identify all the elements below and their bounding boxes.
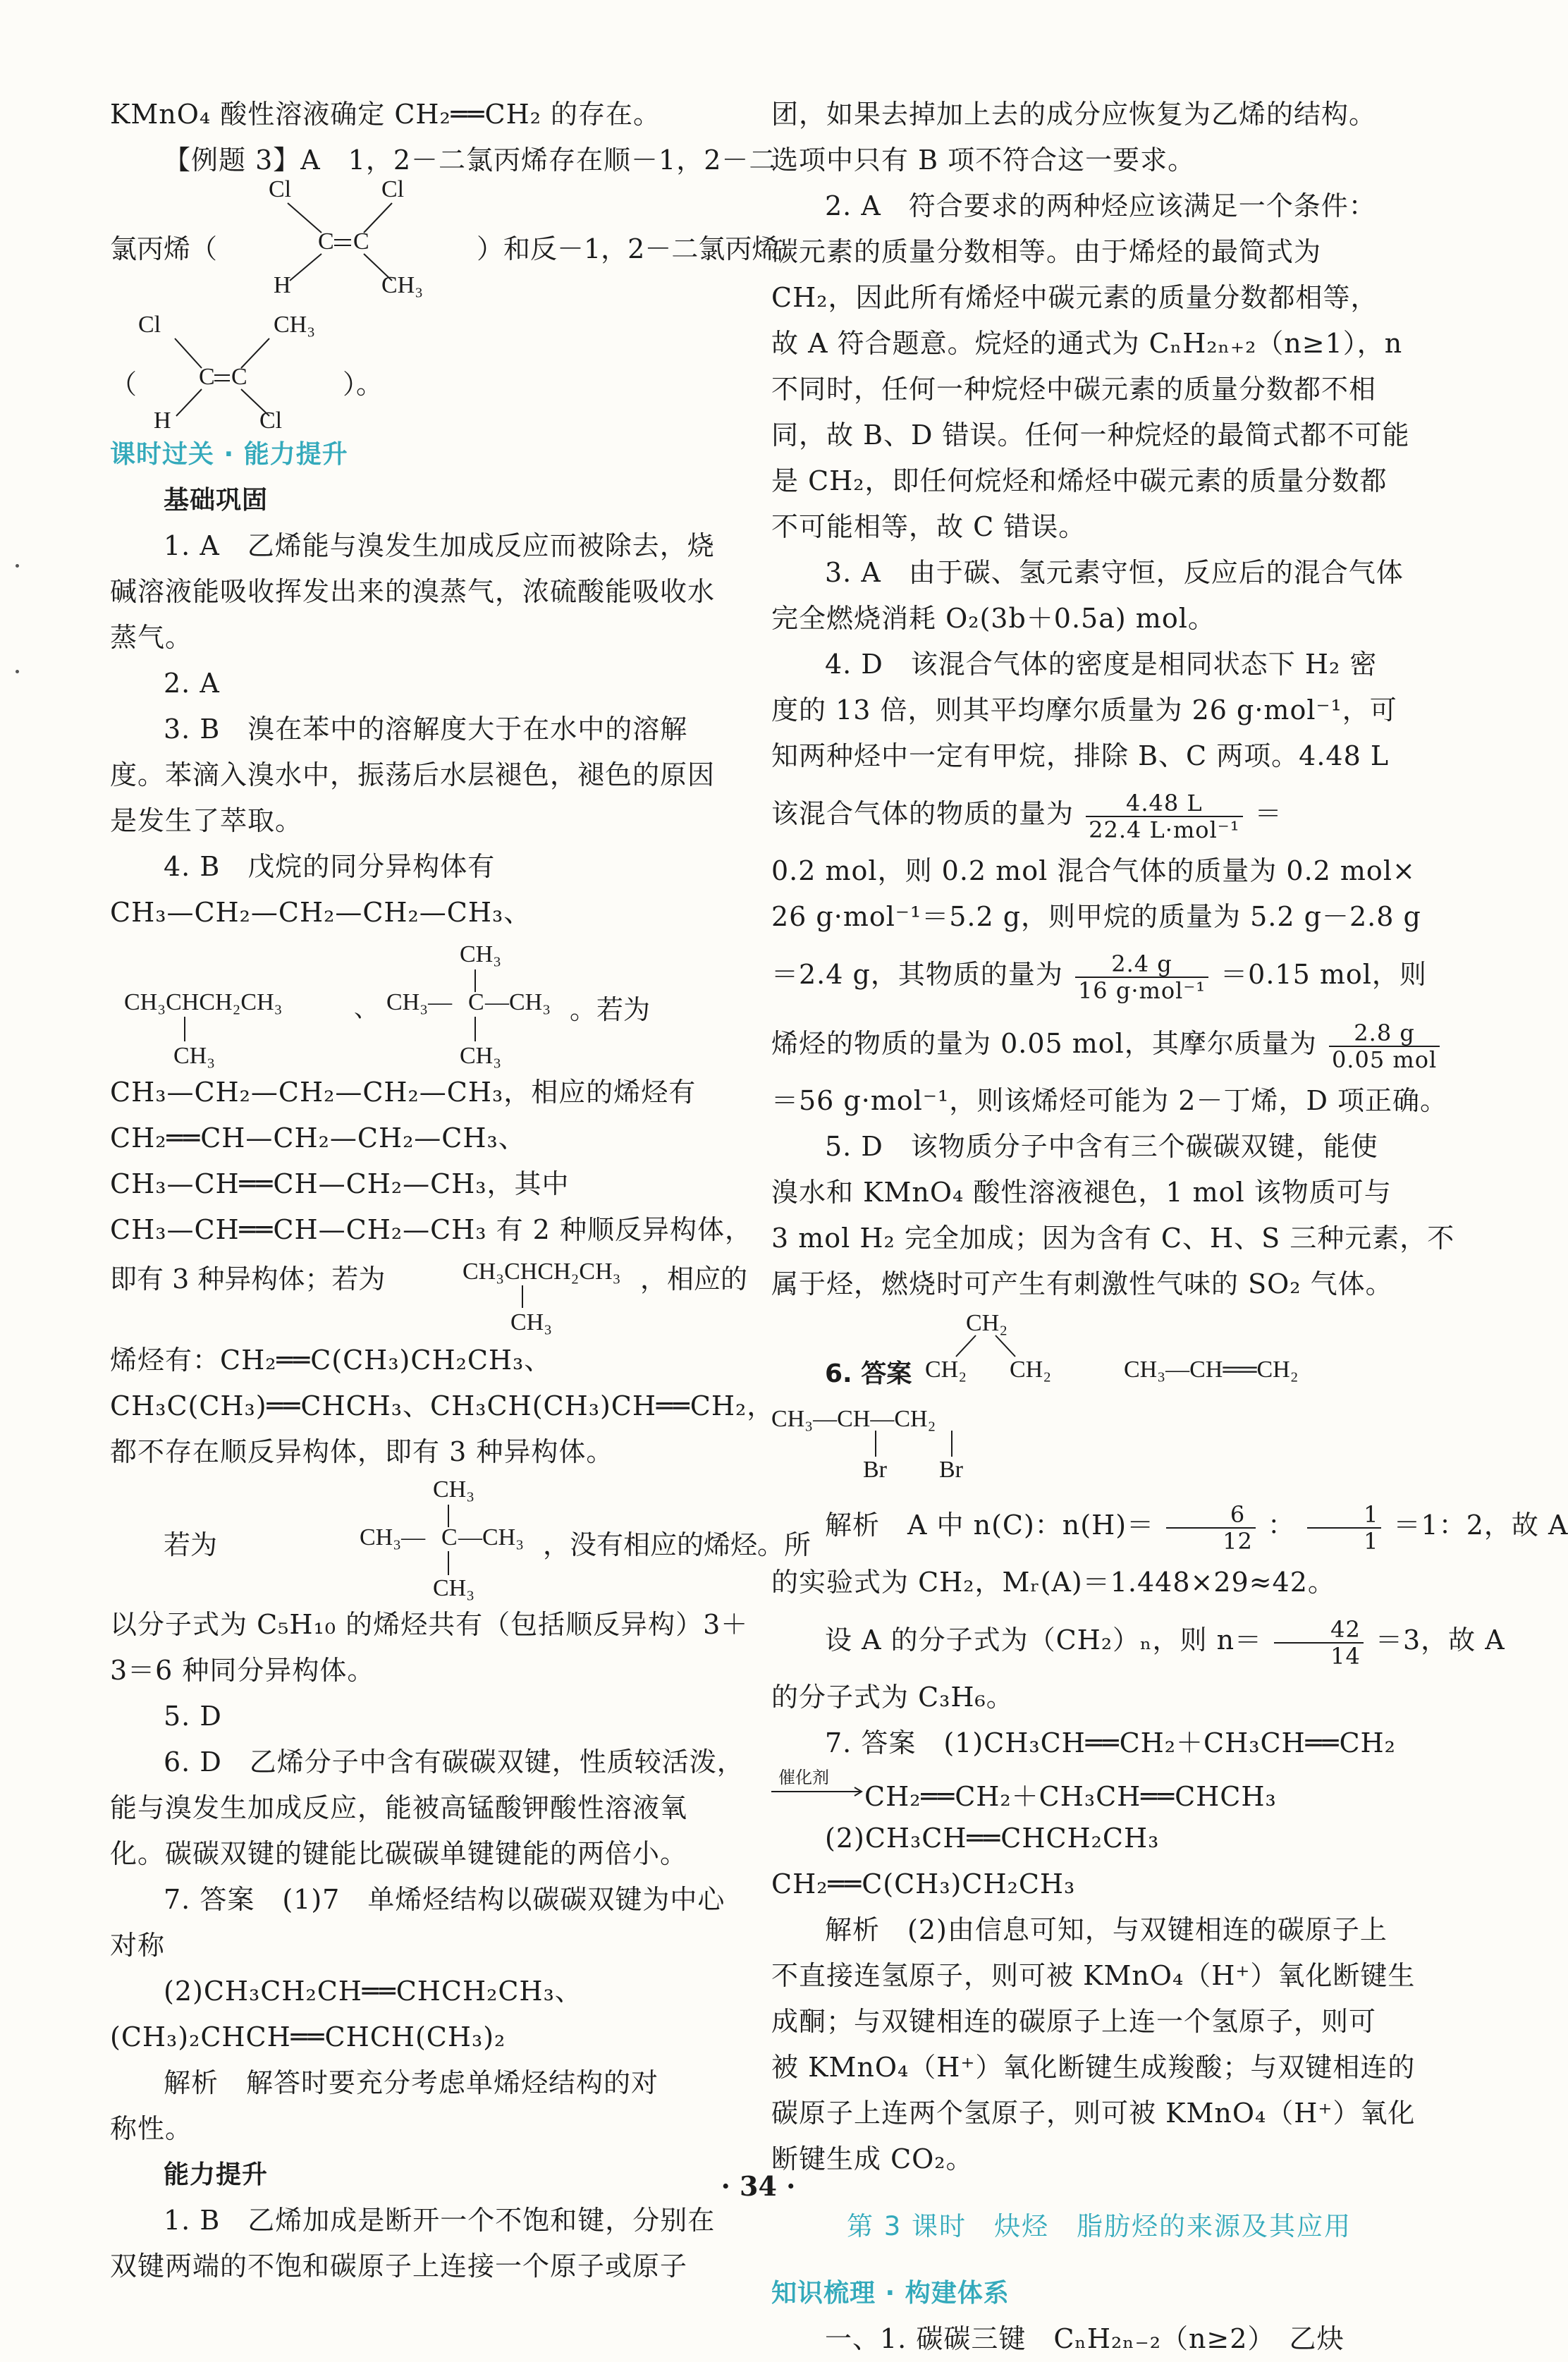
formula-line: CH₃C(CH₃)══CHCH₃、CH₃CH(CH₃)CH══CH₂，: [110, 1390, 775, 1421]
text-fragment: ，相应的: [640, 1263, 748, 1295]
answer-line: 能与溴发生加成反应，能被高锰酸钾酸性溶液氧: [110, 1792, 688, 1823]
formula-line: CH₃—CH══CH—CH₂—CH₃ 有 2 种顺反异构体，: [110, 1214, 752, 1245]
neopentane-right: —CH₃: [485, 989, 551, 1015]
answer-line: 3. A 由于碳、氢元素守恒，反应后的混合气体: [825, 557, 1404, 588]
answer-line: 对称: [110, 1930, 166, 1961]
text-fragment: （: [110, 369, 137, 400]
c-atom: C: [231, 364, 247, 390]
neopentane-right: —CH₃: [458, 1524, 525, 1550]
answer-line: 4. B 戊烷的同分异构体有: [164, 851, 496, 882]
neopentane-center: C: [468, 989, 484, 1015]
answer-6-structures: [771, 1307, 1427, 1483]
cl-atom: Cl: [381, 176, 405, 202]
numerator: 1: [1307, 1502, 1381, 1529]
answer-line: 是发生了萃取。: [110, 805, 303, 836]
answer-line: 2. A: [164, 668, 220, 699]
text-fragment: 烯烃的物质的量为 0.05 mol，其摩尔质量为: [771, 1028, 1317, 1059]
text-fragment: ：: [1267, 1510, 1295, 1541]
right-column: [771, 92, 1568, 2362]
answer-line: 是 CH₂，即任何烷烃和烯烃中碳元素的质量分数都: [771, 465, 1388, 496]
text-fragment: 氯丙烯（: [110, 233, 218, 264]
cl-atom: Cl: [138, 312, 161, 338]
isopentane-main: CH₃CHCH₂CH₃: [124, 989, 283, 1015]
text-fragment: ）和反－1，2－二氯丙烯: [477, 233, 779, 264]
page-number: · 34 ·: [721, 2170, 796, 2202]
neopentane-center: C: [441, 1524, 458, 1550]
text-fragment: ＝: [1254, 798, 1282, 829]
answer-line: 4. D 该混合气体的密度是相同状态下 H₂ 密: [825, 649, 1378, 680]
c-atom: C: [353, 228, 369, 255]
answer-line: 6. D 乙烯分子中含有碳碳双键，性质较活泼，: [164, 1746, 745, 1777]
h-atom: H: [154, 408, 171, 434]
answer-line: 2. A 符合要求的两种烃应该满足一个条件：: [825, 190, 1376, 221]
denominator: 14: [1330, 1642, 1361, 1670]
answer-line: 故 A 符合题意。烷烃的通式为 CₙH₂ₙ₊₂（n≥1），n: [771, 328, 1403, 359]
answer-line: 选项中只有 B 项不符合这一要求。: [771, 145, 1196, 176]
dibromopropane: CH₃—CH—CH₂: [771, 1406, 936, 1432]
formula-line: (2)CH₃CH₂CH══CHCH₂CH₃、: [164, 1976, 582, 2007]
denominator: 12: [1223, 1527, 1253, 1555]
denominator: 1: [1364, 1527, 1379, 1555]
formula-line: CH₂══CH—CH₂—CH₂—CH₃、: [110, 1122, 526, 1154]
answer-line: 碳元素的质量分数相等。由于烯烃的最简式为: [771, 236, 1322, 267]
text-fragment: 若为: [164, 1529, 218, 1560]
text-line: 一、1. 碳碳三键 CₙH₂ₙ₋₂（n≥2） 乙炔: [825, 2323, 1345, 2354]
explanation-line: 断键生成 CO₂。: [771, 2143, 974, 2174]
explanation-line: 解析 解答时要充分考虑单烯烃结构的对: [164, 2067, 659, 2098]
section-heading: 课时过关 · 能力提升: [110, 440, 348, 469]
reaction-product: CH₂══CH₂＋CH₃CH══CHCH₃: [864, 1781, 1277, 1812]
answer-line: 化。碳碳双键的键能比碳碳单键键能的两倍小。: [110, 1838, 688, 1869]
answer-line: 同，故 B、D 错误。任何一种烷烃的最简式都不可能: [771, 420, 1410, 451]
scan-dot: [16, 564, 19, 568]
ch3-group: CH₃: [274, 312, 316, 338]
answer-line: CH₂，因此所有烯烃中碳元素的质量分数都相等，: [771, 282, 1378, 313]
neopentane-structure: [110, 1475, 811, 1602]
fraction-line: [771, 1491, 1568, 1560]
explanation-line: 碳原子上连两个氢原子，则可被 KMnO₄（H⁺）氧化: [771, 2098, 1416, 2129]
lesson-title: 第 3 课时 炔烃 脂肪烃的来源及其应用: [846, 2211, 1352, 2241]
fraction-line: [771, 1605, 1505, 1675]
methylbutane-main: CH₃CHCH₂CH₃: [463, 1259, 621, 1285]
answer-line: 的实验式为 CH₂，Mᵣ(A)＝1.448×29≈42。: [771, 1567, 1335, 1598]
ring-right: CH₂: [1010, 1357, 1052, 1383]
fraction-line: [771, 779, 1427, 848]
denominator: 16 g·mol⁻¹: [1077, 977, 1206, 1004]
text-fragment: ＝3，故 A: [1375, 1624, 1505, 1656]
numerator: 2.4 g: [1075, 951, 1208, 978]
text-fragment: 即有 3 种异构体；若为: [110, 1263, 386, 1295]
explanation-line: 解析 (2)由信息可知，与双键相连的碳原子上: [825, 1914, 1388, 1945]
answer-line: 不同时，任何一种烷烃中碳元素的质量分数都不相: [771, 374, 1377, 405]
text-fragment: 该混合气体的物质的量为: [771, 798, 1074, 829]
h-atom: H: [274, 272, 291, 298]
answer-line: 1. B 乙烯加成是断开一个不饱和键，分别在: [164, 2205, 716, 2236]
fraction-line: [771, 940, 1427, 1009]
answer-line: 7. 答案 (1)7 单烯烃结构以碳碳双键为中心: [164, 1884, 725, 1915]
explanation-line: 成酮；与双键相连的碳原子上连一个氢原子，则可: [771, 2006, 1377, 2037]
answer-line: ＝56 g·mol⁻¹，则该烯烃可能为 2－丁烯，D 项正确。: [771, 1085, 1447, 1116]
fraction-line: [771, 1009, 1438, 1078]
answer-line: 3 mol H₂ 完全加成；因为含有 C、H、S 三种元素，不: [771, 1223, 1455, 1254]
formula-line: 烯烃有：CH₂══C(CH₃)CH₂CH₃、: [110, 1345, 552, 1376]
answer-line: 5. D: [164, 1701, 222, 1732]
answer-line: 团，如果去掉加上去的成分应恢复为乙烯的结构。: [771, 99, 1377, 130]
answer-line: CH₂══C(CH₃)CH₂CH₃: [771, 1868, 1076, 1899]
formula-line: 都不存在顺反异构体，即有 3 种异构体。: [110, 1436, 614, 1467]
answer-line: 知两种烃中一定有甲烷，排除 B、C 两项。4.48 L: [771, 740, 1390, 771]
text-fragment: ）。: [343, 369, 384, 400]
answer-line: 7. 答案 (1)CH₃CH══CH₂＋CH₃CH══CH₂: [825, 1727, 1396, 1758]
explanation-line: 不直接连氢原子，则可被 KMnO₄（H⁺）氧化断键生: [771, 1960, 1416, 1991]
text-fragment: ＝1：2，故 A: [1393, 1510, 1568, 1541]
answer-line: 碱溶液能吸收挥发出来的溴蒸气，浓硫酸能吸收水: [110, 576, 716, 607]
numerator: 6: [1166, 1502, 1256, 1529]
fraction: [1329, 1020, 1440, 1072]
cl-atom: Cl: [259, 408, 283, 434]
fraction: [1075, 951, 1208, 1003]
answer-line: 属于烃，燃烧时可产生有刺激性气味的 SO₂ 气体。: [771, 1268, 1393, 1299]
answer-label: 6. 答案: [825, 1359, 912, 1388]
methylbutane-inline: [110, 1253, 759, 1338]
pentane-isomer-structures: [110, 936, 759, 1070]
neopentane-left: CH₃—: [360, 1524, 426, 1550]
answer-line: 溴水和 KMnO₄ 酸性溶液褪色，1 mol 该物质可与: [771, 1177, 1392, 1208]
separator: 、: [354, 996, 378, 1022]
answer-line: 不可能相等，故 C 错误。: [771, 511, 1086, 542]
br-atom: Br: [863, 1457, 887, 1483]
propene: CH₃—CH══CH₂: [1124, 1357, 1299, 1383]
answer-line: 完全燃烧消耗 O₂(3b＋0.5a) mol。: [771, 603, 1215, 634]
ring-top: CH₂: [966, 1310, 1008, 1336]
section-heading: 知识梳理 · 构建体系: [771, 2279, 1010, 2308]
answer-line: 26 g·mol⁻¹＝5.2 g，则甲烷的质量为 5.2 g－2.8 g: [771, 901, 1421, 932]
answer-line: 度。苯滴入溴水中，振荡后水层褪色，褪色的原因: [110, 759, 716, 790]
example-3: 【例题 3】A 1，2－二氯丙烯存在顺－1，2－二: [164, 145, 777, 176]
answer-line: (2)CH₃CH══CHCH₂CH₃: [825, 1823, 1160, 1854]
explanation-line: 称性。: [110, 2113, 193, 2144]
answer-line: 3. B 溴在苯中的溶解度大于在水中的溶解: [164, 714, 688, 745]
denominator: 22.4 L·mol⁻¹: [1089, 816, 1240, 843]
cis-dichloropropene-structure: [110, 176, 779, 298]
formula-line: CH₃—CH₂—CH₂—CH₂—CH₃、: [110, 897, 532, 928]
neopentane-top: CH₃: [433, 1476, 475, 1503]
numerator: 4.48 L: [1086, 790, 1242, 817]
answer-line: 双键两端的不饱和碳原子上连接一个原子或原子: [110, 2251, 688, 2282]
catalyst-label: 催化剂: [778, 1768, 829, 1787]
answer-line: 1. A 乙烯能与溴发生加成反应而被除去，烧: [164, 530, 715, 561]
answer-line: 度的 13 倍，则其平均摩尔质量为 26 g·mol⁻¹，可: [771, 694, 1397, 726]
fraction: [1086, 790, 1242, 843]
neopentane-bottom: CH₃: [433, 1575, 475, 1601]
reaction-line: [771, 1766, 1427, 1816]
scan-dot: [16, 670, 19, 673]
c-atom: C: [199, 364, 215, 390]
text-fragment: ＝0.15 mol，则: [1220, 959, 1427, 990]
fraction: [1274, 1617, 1364, 1669]
ch3-group: CH₃: [381, 272, 424, 298]
text-fragment: ，没有相应的烯烃。所: [543, 1529, 811, 1560]
text-fragment: 。若为: [570, 994, 651, 1025]
text-line: 以分子式为 C₅H₁₀ 的烯烃共有（包括顺反异构）3＋: [110, 1609, 749, 1640]
answer-line: 5. D 该物质分子中含有三个碳碳双键，能使: [825, 1131, 1378, 1162]
fraction: [1307, 1502, 1381, 1554]
explanation-line: 被 KMnO₄（H⁺）氧化断键生成羧酸；与双键相连的: [771, 2052, 1416, 2083]
fraction: [1166, 1502, 1256, 1554]
c-atom: C: [318, 228, 334, 255]
text-fragment: ＝2.4 g，其物质的量为: [771, 959, 1063, 990]
numerator: 42: [1274, 1617, 1364, 1644]
formula-line: (CH₃)₂CHCH══CHCH(CH₃)₂: [110, 2021, 506, 2052]
formula-line: CH₃—CH══CH—CH₂—CH₃，其中: [110, 1168, 570, 1199]
cl-atom: Cl: [269, 176, 292, 202]
numerator: 2.8 g: [1329, 1020, 1440, 1047]
denominator: 0.05 mol: [1331, 1046, 1438, 1073]
neopentane-top: CH₃: [460, 941, 502, 967]
methylbutane-branch: CH₃: [510, 1309, 553, 1335]
answer-line: 0.2 mol，则 0.2 mol 混合气体的质量为 0.2 mol×: [771, 855, 1416, 886]
formula-line: CH₃—CH₂—CH₂—CH₂—CH₃，相应的烯烃有: [110, 1077, 697, 1108]
subsection-heading: 基础巩固: [164, 486, 269, 515]
text-line: 3＝6 种同分异构体。: [110, 1655, 375, 1686]
isopentane-branch: CH₃: [173, 1043, 216, 1069]
subsection-heading: 能力提升: [164, 2160, 269, 2189]
neopentane-bottom: CH₃: [460, 1043, 502, 1069]
text-fragment: 解析 A 中 n(C)：n(H)＝: [825, 1510, 1155, 1541]
neopentane-left: CH₃—: [386, 989, 453, 1015]
text-fragment: 设 A 的分子式为（CH₂）ₙ，则 n＝: [825, 1624, 1263, 1656]
answer-line: 蒸气。: [110, 622, 193, 653]
answer-line: 的分子式为 C₃H₆。: [771, 1682, 1014, 1713]
ring-left: CH₂: [925, 1357, 967, 1383]
br-atom: Br: [939, 1457, 963, 1483]
trans-dichloropropene-structure: [110, 312, 759, 432]
text-line: KMnO₄ 酸性溶液确定 CH₂══CH₂ 的存在。: [110, 99, 661, 130]
